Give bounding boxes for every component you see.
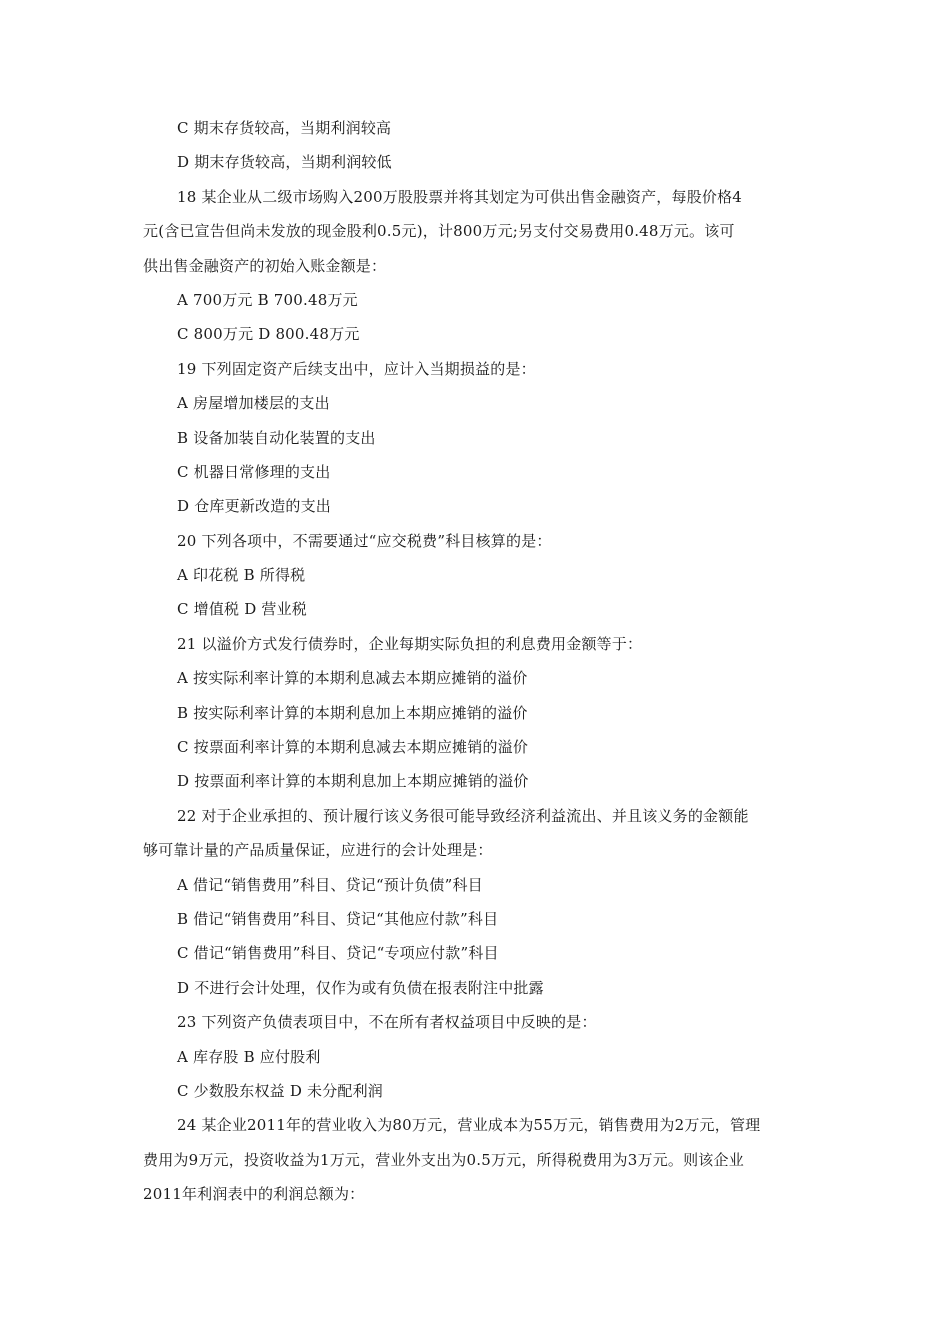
question-18-line-3: 供出售金融资产的初始入账金额是： [143, 256, 387, 275]
question-24-line-1: 24 某企业2011年的营业收入为80万元，营业成本为55万元，销售费用为2万元，管理 [177, 1116, 761, 1135]
option-21d: D 按票面利率计算的本期利息加上本期应摊销的溢价 [177, 772, 529, 791]
question-24-line-3: 2011年利润表中的利润总额为： [143, 1185, 365, 1204]
option-22c: C 借记“销售费用”科目、贷记“专项应付款”科目 [177, 944, 499, 963]
question-22-line-1: 22 对于企业承担的、预计履行该义务很可能导致经济利益流出、并且该义务的金额能 [177, 806, 749, 825]
option-23ab: A 库存股 B 应付股利 [177, 1047, 321, 1066]
option-23cd: C 少数股东权益 D 未分配利润 [177, 1081, 384, 1100]
option-22a: A 借记“销售费用”科目、贷记“预计负债”科目 [177, 875, 483, 894]
question-19: 19 下列固定资产后续支出中，应计入当期损益的是： [177, 359, 536, 378]
option-18cd: C 800万元 D 800.48万元 [177, 325, 360, 344]
question-18-line-1: 18 某企业从二级市场购入200万股股票并将其划定为可供出售金融资产，每股价格4 [177, 187, 743, 206]
document-body [143, 111, 808, 1212]
option-19d: D 仓库更新改造的支出 [177, 497, 331, 516]
option-17c: C 期末存货较高，当期利润较高 [177, 119, 392, 137]
option-20cd: C 增值税 D 营业税 [177, 600, 308, 619]
question-18-line-2: 元(含已宣告但尚未发放的现金股利0.5元)，计800万元;另支付交易费用0.48万元。该可 [143, 222, 735, 241]
option-19c: C 机器日常修理的支出 [177, 462, 331, 481]
option-22d: D 不进行会计处理，仅作为或有负债在报表附注中批露 [177, 978, 544, 997]
question-23: 23 下列资产负债表项目中，不在所有者权益项目中反映的是： [177, 1013, 597, 1032]
option-21b: B 按实际利率计算的本期利息加上本期应摊销的溢价 [177, 703, 528, 722]
option-19a: A 房屋增加楼层的支出 [177, 394, 330, 413]
option-17d: D 期末存货较高，当期利润较低 [177, 153, 392, 172]
option-21a: A 按实际利率计算的本期利息减去本期应摊销的溢价 [177, 669, 528, 688]
question-20: 20 下列各项中，不需要通过“应交税费”科目核算的是： [177, 531, 552, 550]
option-20ab: A 印花税 B 所得税 [177, 566, 306, 585]
option-19b: B 设备加装自动化装置的支出 [177, 428, 376, 447]
question-22-line-2: 够可靠计量的产品质量保证，应进行的会计处理是： [143, 841, 493, 860]
question-24-line-2: 费用为9万元，投资收益为1万元，营业外支出为0.5万元，所得税费用为3万元。则该企业 [143, 1150, 744, 1169]
option-22b: B 借记“销售费用”科目、贷记“其他应付款”科目 [177, 909, 499, 928]
option-21c: C 按票面利率计算的本期利息减去本期应摊销的溢价 [177, 738, 529, 757]
option-18ab: A 700万元 B 700.48万元 [177, 290, 358, 309]
question-21: 21 以溢价方式发行债券时，企业每期实际负担的利息费用金额等于： [177, 634, 643, 653]
